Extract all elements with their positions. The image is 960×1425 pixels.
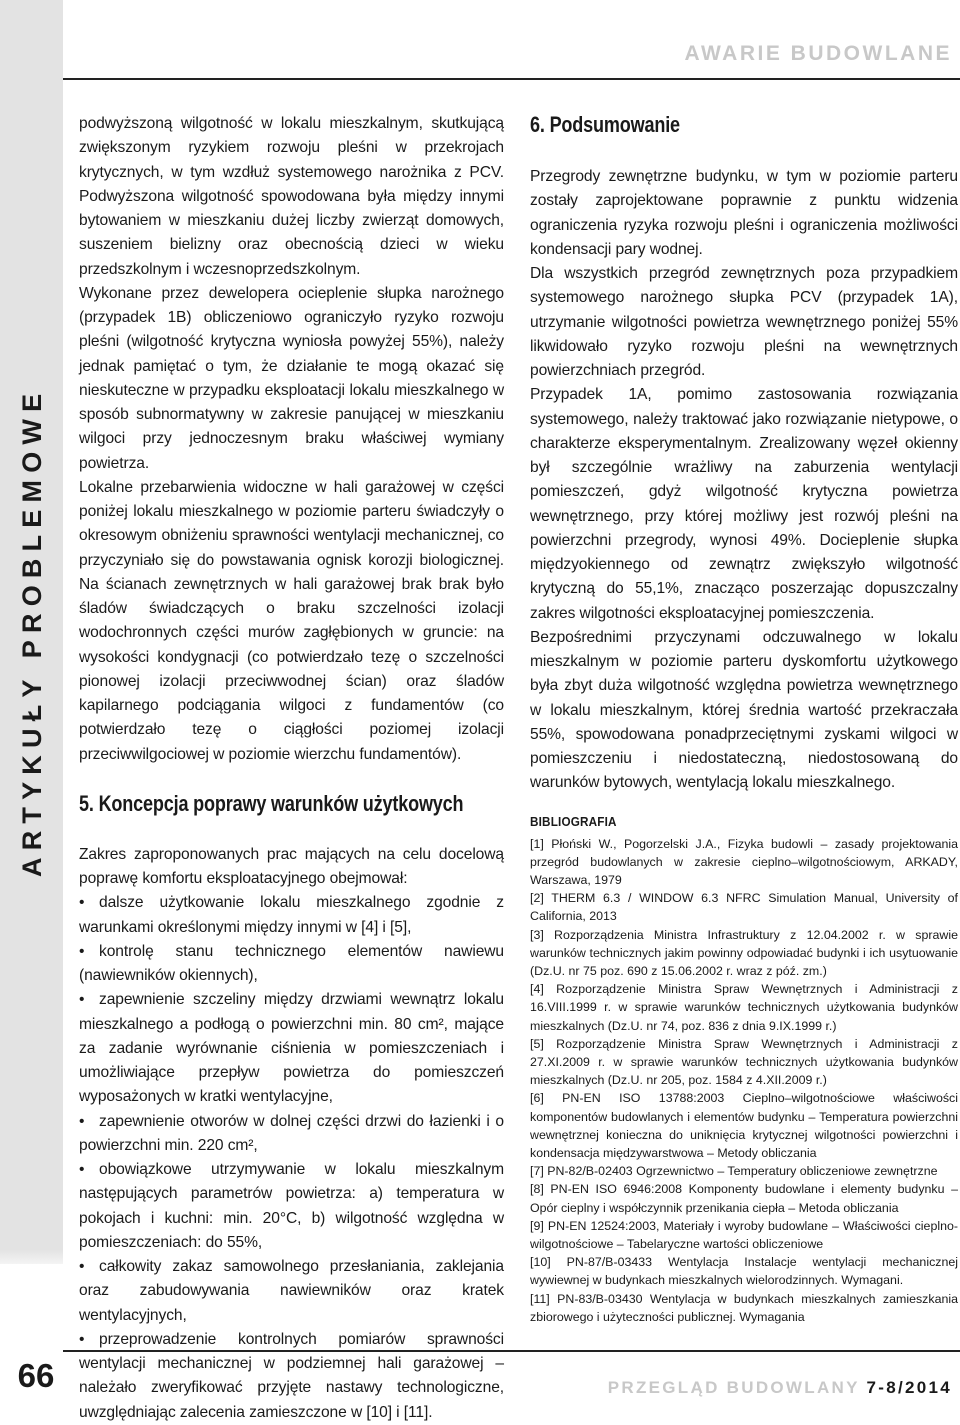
bibliography-item: [1] Płoński W., Pogorzelski J.A., Fizyka budowli – zasady projektowania przegród budowlanych w zakresie cieplno–wilgotnościowym, ARKADY, Warszawa, 1979: [530, 836, 958, 887]
bibliography-item: [2] THERM 6.3 / WINDOW 6.3 NFRC Simulation Manual, University of California, 2013: [530, 891, 958, 924]
journal-name: PRZEGLĄD BUDOWLANY: [607, 1378, 860, 1397]
bullet-item: • obowiązkowe utrzymywanie w lokalu mieszkalnym następujących parametrów powietrza: a) temperatura w pokojach i kuchni: min. 20°C, b) wilgotność względna w pomieszczeniach: do 55%,: [79, 1161, 504, 1251]
bibliography-item: [9] PN-EN 12524:2003, Materiały i wyroby budowlane – Właściwości cieplno-wilgotnościowe – Tabelaryczne wartości obliczeniowe: [530, 1218, 958, 1251]
footer-rule: [63, 1350, 960, 1352]
header-rule: [63, 78, 960, 80]
issue-number: 7-8/2014: [866, 1378, 952, 1397]
bibliography-item: [11] PN-83/B-03430 Wentylacja w budynkach mieszkalnych zamieszkania zbiorowego i użyteczności publicznej. Wymagania: [530, 1291, 958, 1324]
paragraph: Dla wszystkich przegród zewnętrznych poza przypadkiem systemowego narożnego słupka PCV (przypadek 1A), utrzymanie wilgotności powietrza wewnętrznego poniżej 55% likwidowało ryzyko rozwoju pleśni na wewnętrznych powierzchniach przegród.: [530, 265, 958, 379]
paragraph: Zakres zaproponowanych prac mających na celu docelową poprawę komfortu eksploatacyjnego obejmował:: [79, 845, 504, 887]
paragraph: Wykonane przez dewelopera ocieplenie słupka narożnego (przypadek 1B) obliczeniowo ograniczyło ryzyko rozwoju pleśni (wilgotność krytyczna wyniosła powyżej 55%), należy jednak pamiętać o tym, że działanie te mogą okazać się nieskuteczne w przypadku eksploatacji lokalu mieszkalnego w sposób subnormatywny w zakresie panującej w mieszkaniu wilgoci przy jednoczesnym braku właściwej wymiany powietrza.: [79, 284, 504, 472]
bibliography-item: [3] Rozporządzenia Ministra Infrastruktury z 12.04.2002 r. w sprawie warunków technicznych jakim powinny odpowiadać budynki i ich usytuowanie (Dz.U. nr 75 poz. 690 z 15.06.2002 r. wraz z póź. zm.): [530, 927, 958, 978]
page-number: 66: [17, 1357, 55, 1394]
bibliography-item: [7] PN-82/B-02403 Ogrzewnictwo – Temperatury obliczeniowe zewnętrzne: [530, 1164, 938, 1179]
paragraph: Przegrody zewnętrzne budynku, w tym w poziomie parteru zostały zaprojektowane poprawnie z punktu widzenia ograniczenia ryzyka rozwoju pleśni i ograniczenia możliwości kondensacji pary wodnej.: [530, 168, 958, 258]
running-head: AWARIE BUDOWLANE: [684, 42, 952, 65]
paragraph: podwyższoną wilgotność w lokalu mieszkalnym, skutkującą zwiększonym ryzykiem rozwoju pleśni w przekrojach krytycznych, w tym wzdłuż systemowego narożnika z PCV. Podwyższona wilgotność spowodowana była między innymi bytowaniem w mieszkaniu dużej liczby zwierząt domowych, suszeniem bielizny oraz obecnością dzieci w wieku przedszkolnym i wczesnoprzedszkolnym.: [79, 115, 504, 278]
section-heading-6: 6. Podsumowanie: [530, 112, 680, 137]
section-side-label: ARTYKUŁY PROBLEMOWE: [17, 386, 47, 877]
paragraph: Bezpośrednimi przyczynami odczuwalnego w lokalu mieszkalnym w poziomie parteru dyskomfortu użytkowego była zbyt duża wilgotność względna powietrza wewnętrznego w lokalu mieszkalnym, której średnia wartość przekraczała 55%, spowodowana ponadprzeciętnymi zyskami wilgoci w pomieszczeniu i niedostateczną, niedostosowaną do warunków bytowych, wentylacją lokalu mieszkalnego.: [530, 628, 958, 792]
bibliography-heading: BIBLIOGRAFIA: [530, 813, 617, 829]
left-column: [79, 112, 504, 1425]
bullet-item: • dalsze użytkowanie lokalu mieszkalnego zgodnie z warunkami określonymi między innymi w [4] i [5],: [79, 894, 504, 936]
paragraph: Przypadek 1A, pomimo zastosowania rozwiązania systemowego, należy traktować jako rozwiązanie nietypowe, o charakterze eksperymentalnym. Zrealizowany węzeł okienny był szczególnie wrażliwy na zaburzenia wentylacji pomieszczeń, gdyż wilgotność krytyczna powietrza wewnętrznego, przy której możliwy jest rozwój pleśni na powierzchni przegrody, wynosi 49%. Docieplenie słupka międzyokiennego od zewnątrz zwiększyło wilgotność krytyczną do 55,1%, znacząco poszerzając dopuszczalny zakres wilgotności eksploatacyjnej pomieszczenia.: [530, 386, 958, 622]
bullet-item: • całkowity zakaz samowolnego przesłaniania, zaklejania oraz zabudowywania nawiewników oraz kratek wentylacyjnych,: [79, 1258, 504, 1324]
bullet-item: • zapewnienie szczeliny między drzwiami wewnątrz lokalu mieszkalnego a podłogą o powierzchni min. 80 cm², mające za zadanie wyrównanie ciśnienia w pomieszczeniach i umożliwiające przepływ powietrza do pomieszczeń wyposażonych w kratki wentylacyjne,: [79, 991, 504, 1106]
paragraph: Lokalne przebarwienia widoczne w hali garażowej w części poniżej lokalu mieszkalnego w poziomie parteru świadczyły o okresowym obniżeniu sprawności wentylacji mechanicznej, co przyczyniało się do powstawania ognisk korozji biologicznej. Na ścianach zewnętrznych w hali garażowej brak brak było śladów świadczących o braku szczelności izolacji wodochronnych części murów zagłębionych w gruncie: na wysokości kondygnacji (co potwierdzało tezę o szczelności pionowej izolacji przeciwwodnej ścian) oraz śladów kapilarnego podciągania wilgoci z fundamentów (co potwierdzało tezę o ciągłości poziomej izolacji przeciwwilgociowej w poziomie wierzchu fundamentów).: [79, 478, 504, 763]
right-column: [530, 112, 958, 1326]
journal-footer: [608, 1378, 952, 1398]
bullet-item: • przeprowadzenie kontrolnych pomiarów sprawności wentylacji mechanicznej w podziemnej hali garażowej – należało zweryfikować przyjęte nastawy technologiczne, uwzględniając zalecenia zamieszczone w [10] i [11].: [79, 1330, 504, 1421]
bibliography-item: [5] Rozporządzenie Ministra Spraw Wewnętrznych i Administracji z 27.XI.2009 r. w sprawie warunków technicznych użytkowania budynków mieszkalnych (Dz.U. nr 205, poz. 1584 z 4.XII.2009 r.): [530, 1036, 958, 1088]
bibliography-item: [8] PN-EN ISO 6946:2008 Komponenty budowlane i elementy budynku – Opór cieplny i współczynnik przenikania ciepła – Metoda obliczania: [530, 1182, 958, 1215]
section-heading-5: 5. Koncepcja poprawy warunków użytkowych: [79, 790, 464, 816]
bullet-item: • zapewnienie otworów w dolnej części drzwi do łazienki i o powierzchni min. 220 cm²,: [79, 1112, 504, 1154]
bibliography-item: [6] PN-EN ISO 13788:2003 Cieplno–wilgotnościowe właściwości komponentów budowlanych i elementów budynku – Temperatura powierzchni wewnętrznej konieczna do uniknięcia krytycznej wilgotności powierzchni i kondensacja międzywarstwowa – Metody obliczania: [530, 1091, 958, 1160]
bullet-item: • kontrolę stanu technicznego elementów nawiewu (nawiewników okiennych),: [79, 942, 504, 984]
bibliography-item: [10] PN-87/B-03433 Wentylacja Instalacje wentylacji mechanicznej wywiewnej w budynkach mieszkalnych wielorodzinnych. Wymagani.: [530, 1255, 958, 1288]
bibliography-item: [4] Rozporządzenie Ministra Spraw Wewnętrznych i Administracji z 16.VIII.1999 r. w sprawie warunków technicznych użytkowania budynków mieszkalnych (Dz.U. nr 74, poz. 836 z dnia 9.IX.1999 r.): [530, 982, 958, 1033]
